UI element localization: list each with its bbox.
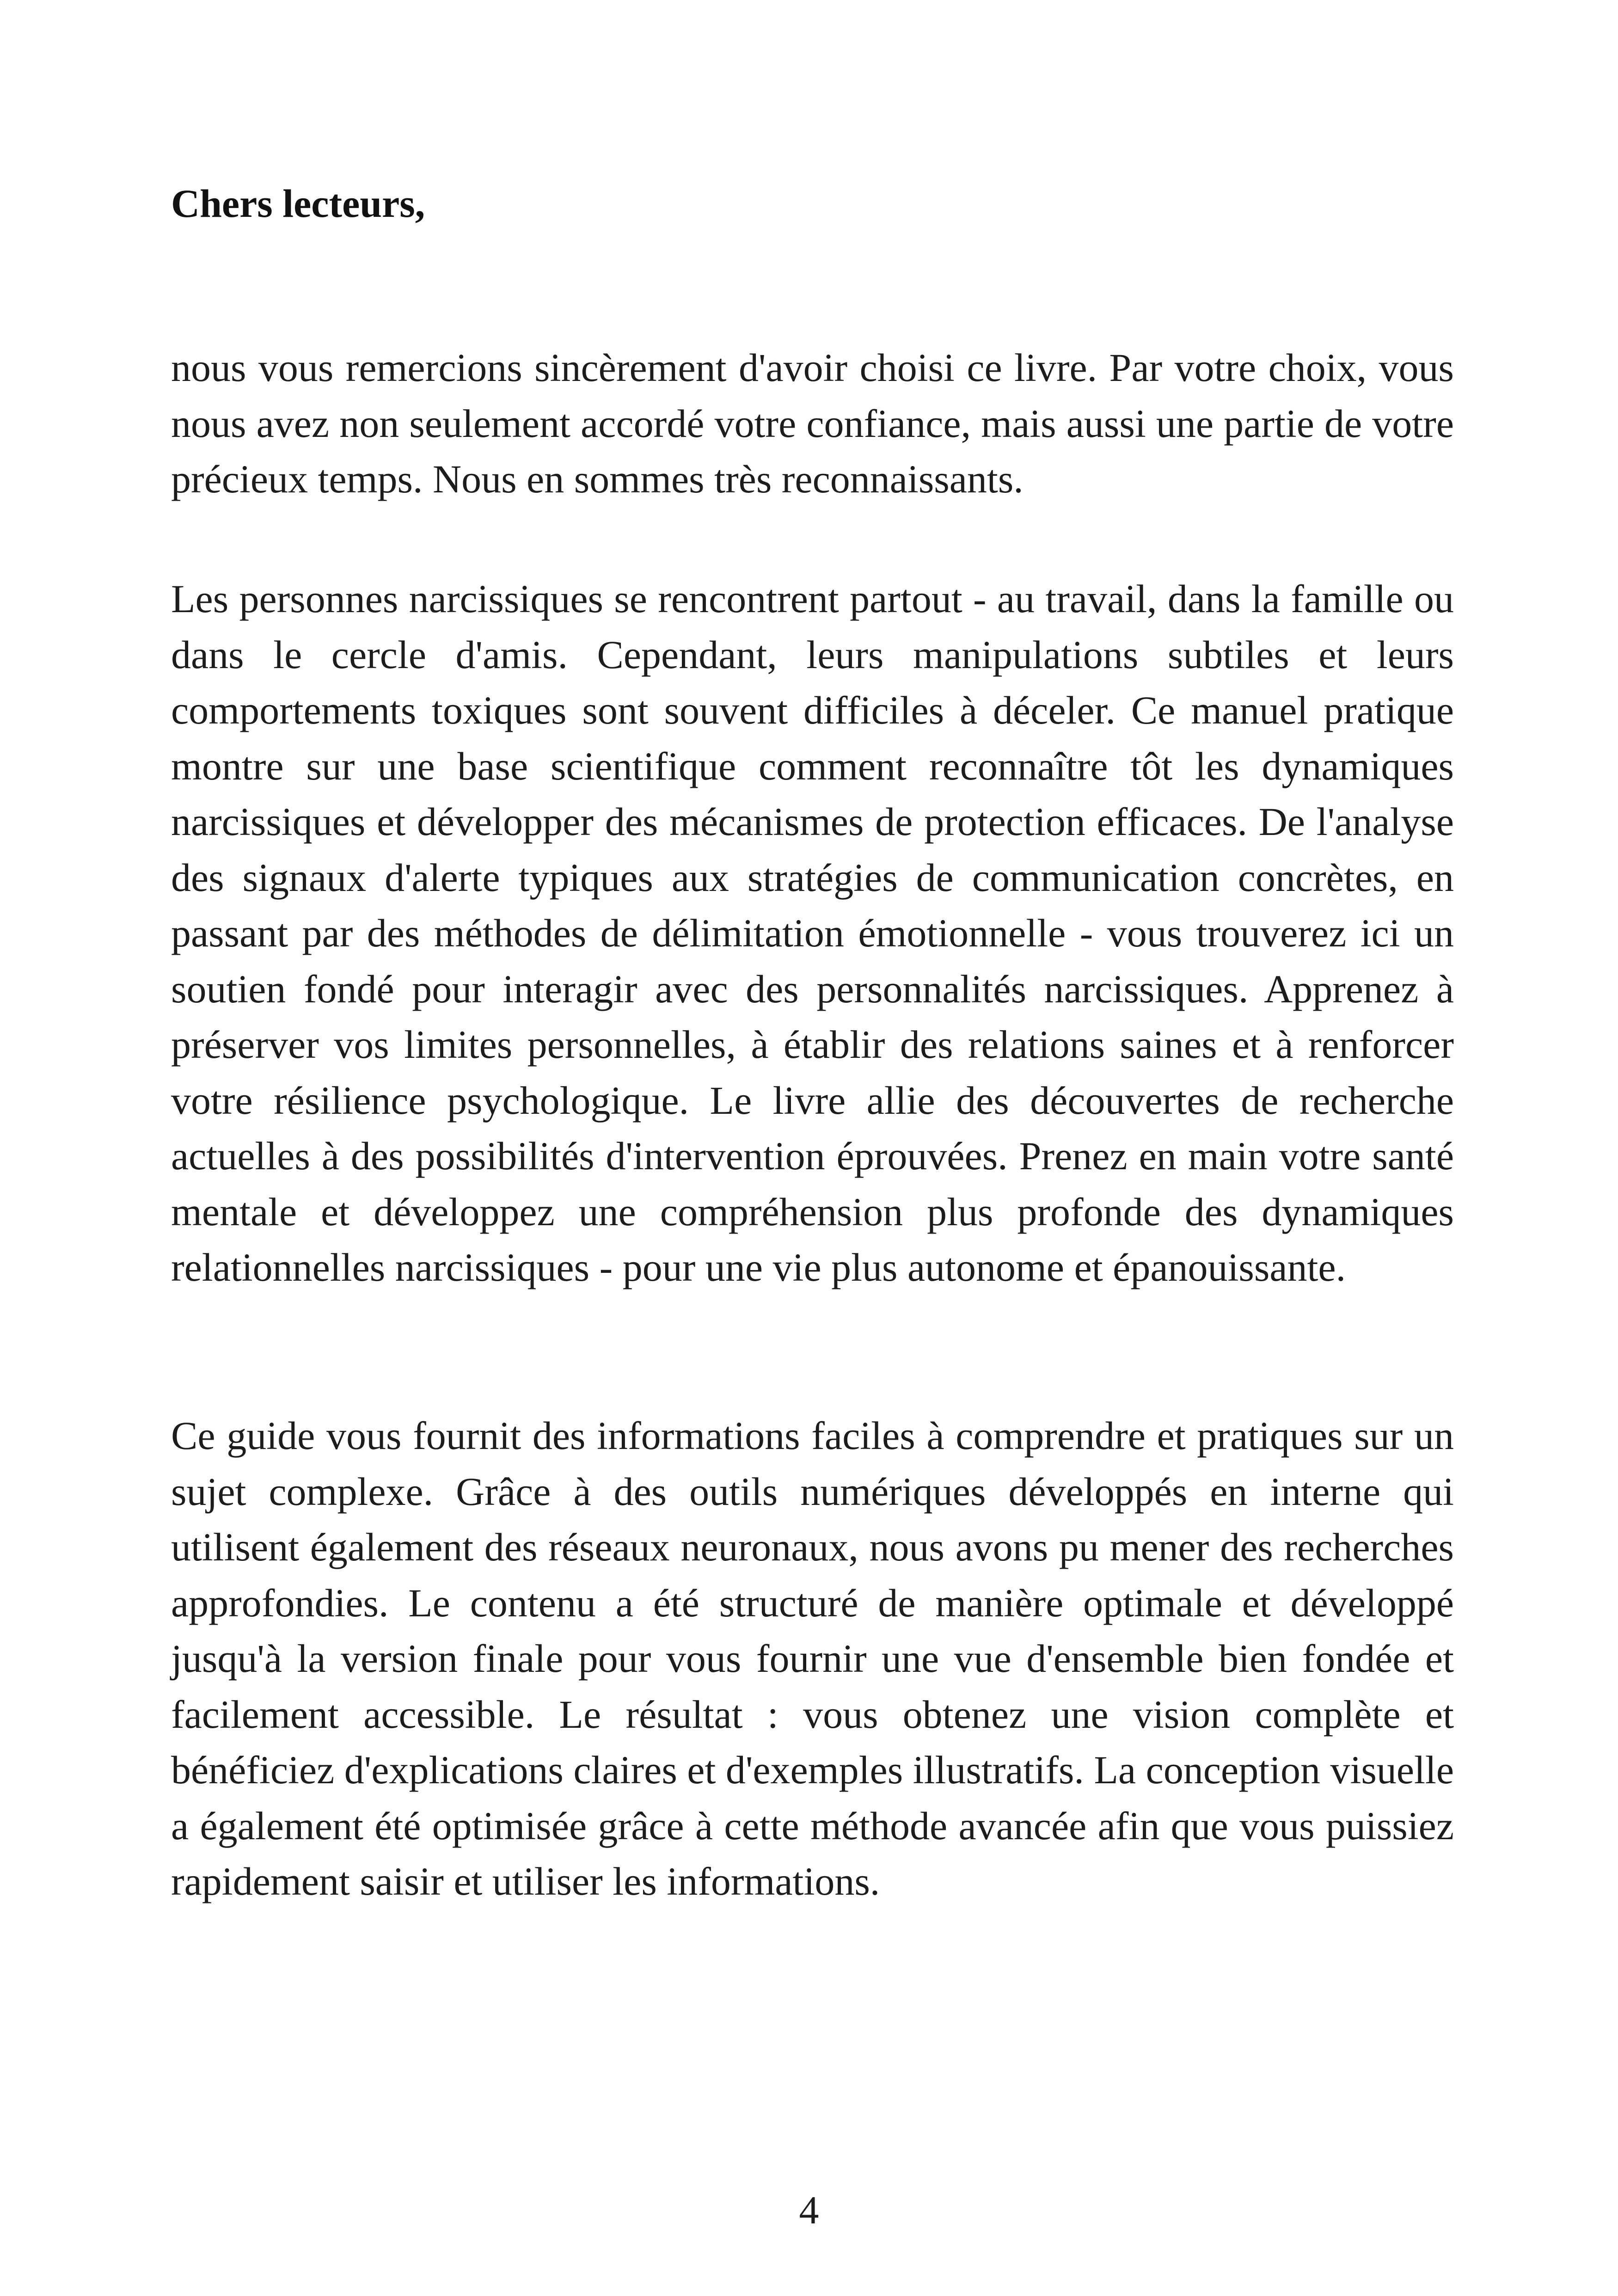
paragraph-thanks: nous vous remercions sincèrement d'avoir choisi ce livre. Par votre choix, vous nous avez non seulement accordé votre confiance, mais aussi une partie de votre précieux temps. Nous en sommes très reconnaissants. bbox=[171, 345, 1454, 501]
page-number: 4 bbox=[799, 2188, 819, 2232]
paragraph-book-description: Les personnes narcissiques se rencontrent partout - au travail, dans la famille ou dans le cercle d'amis. Cependant, leurs manipulations subtiles et leurs comportements toxiques sont souvent difficiles à déceler. Ce manuel pratique montre sur une base scientifique comment reconnaître tôt les dynamiques narcissiques et développer des mécanismes de protection efficaces. De l'analyse des signaux d'alerte typiques aux stratégies de communication concrètes, en passant par des méthodes de délimitation émotionnelle - vous trouverez ici un soutien fondé pour interagir avec des personnalités narcissiques. Apprenez à préserver vos limites personnelles, à établir des relations saines et à renforcer votre résilience psychologique. Le livre allie des découvertes de recherche actuelles à des possibilités d'intervention éprouvées. Prenez en main votre santé mentale et développez une compréhension plus profonde des dynamiques relationnelles narcissiques - pour une vie plus autonome et épanouissante. bbox=[171, 577, 1454, 1289]
paragraph-guide-method: Ce guide vous fournit des informations faciles à comprendre et pratiques sur un sujet complexe. Grâce à des outils numériques développés en interne qui utilisent également des réseaux neuronaux, nous avons pu mener des recherches approfondies. Le contenu a été structuré de manière optimale et développé jusqu'à la version finale pour vous fournir une vue d'ensemble bien fondée et facilement accessible. Le résultat : vous obtenez une vision complète et bénéficiez d'explications claires et d'exemples illustratifs. La conception visuelle a également été optimisée grâce à cette méthode avancée afin que vous puissiez rapidement saisir et utiliser les informations. bbox=[171, 1413, 1454, 1903]
salutation-heading: Chers lecteurs, bbox=[171, 181, 425, 226]
